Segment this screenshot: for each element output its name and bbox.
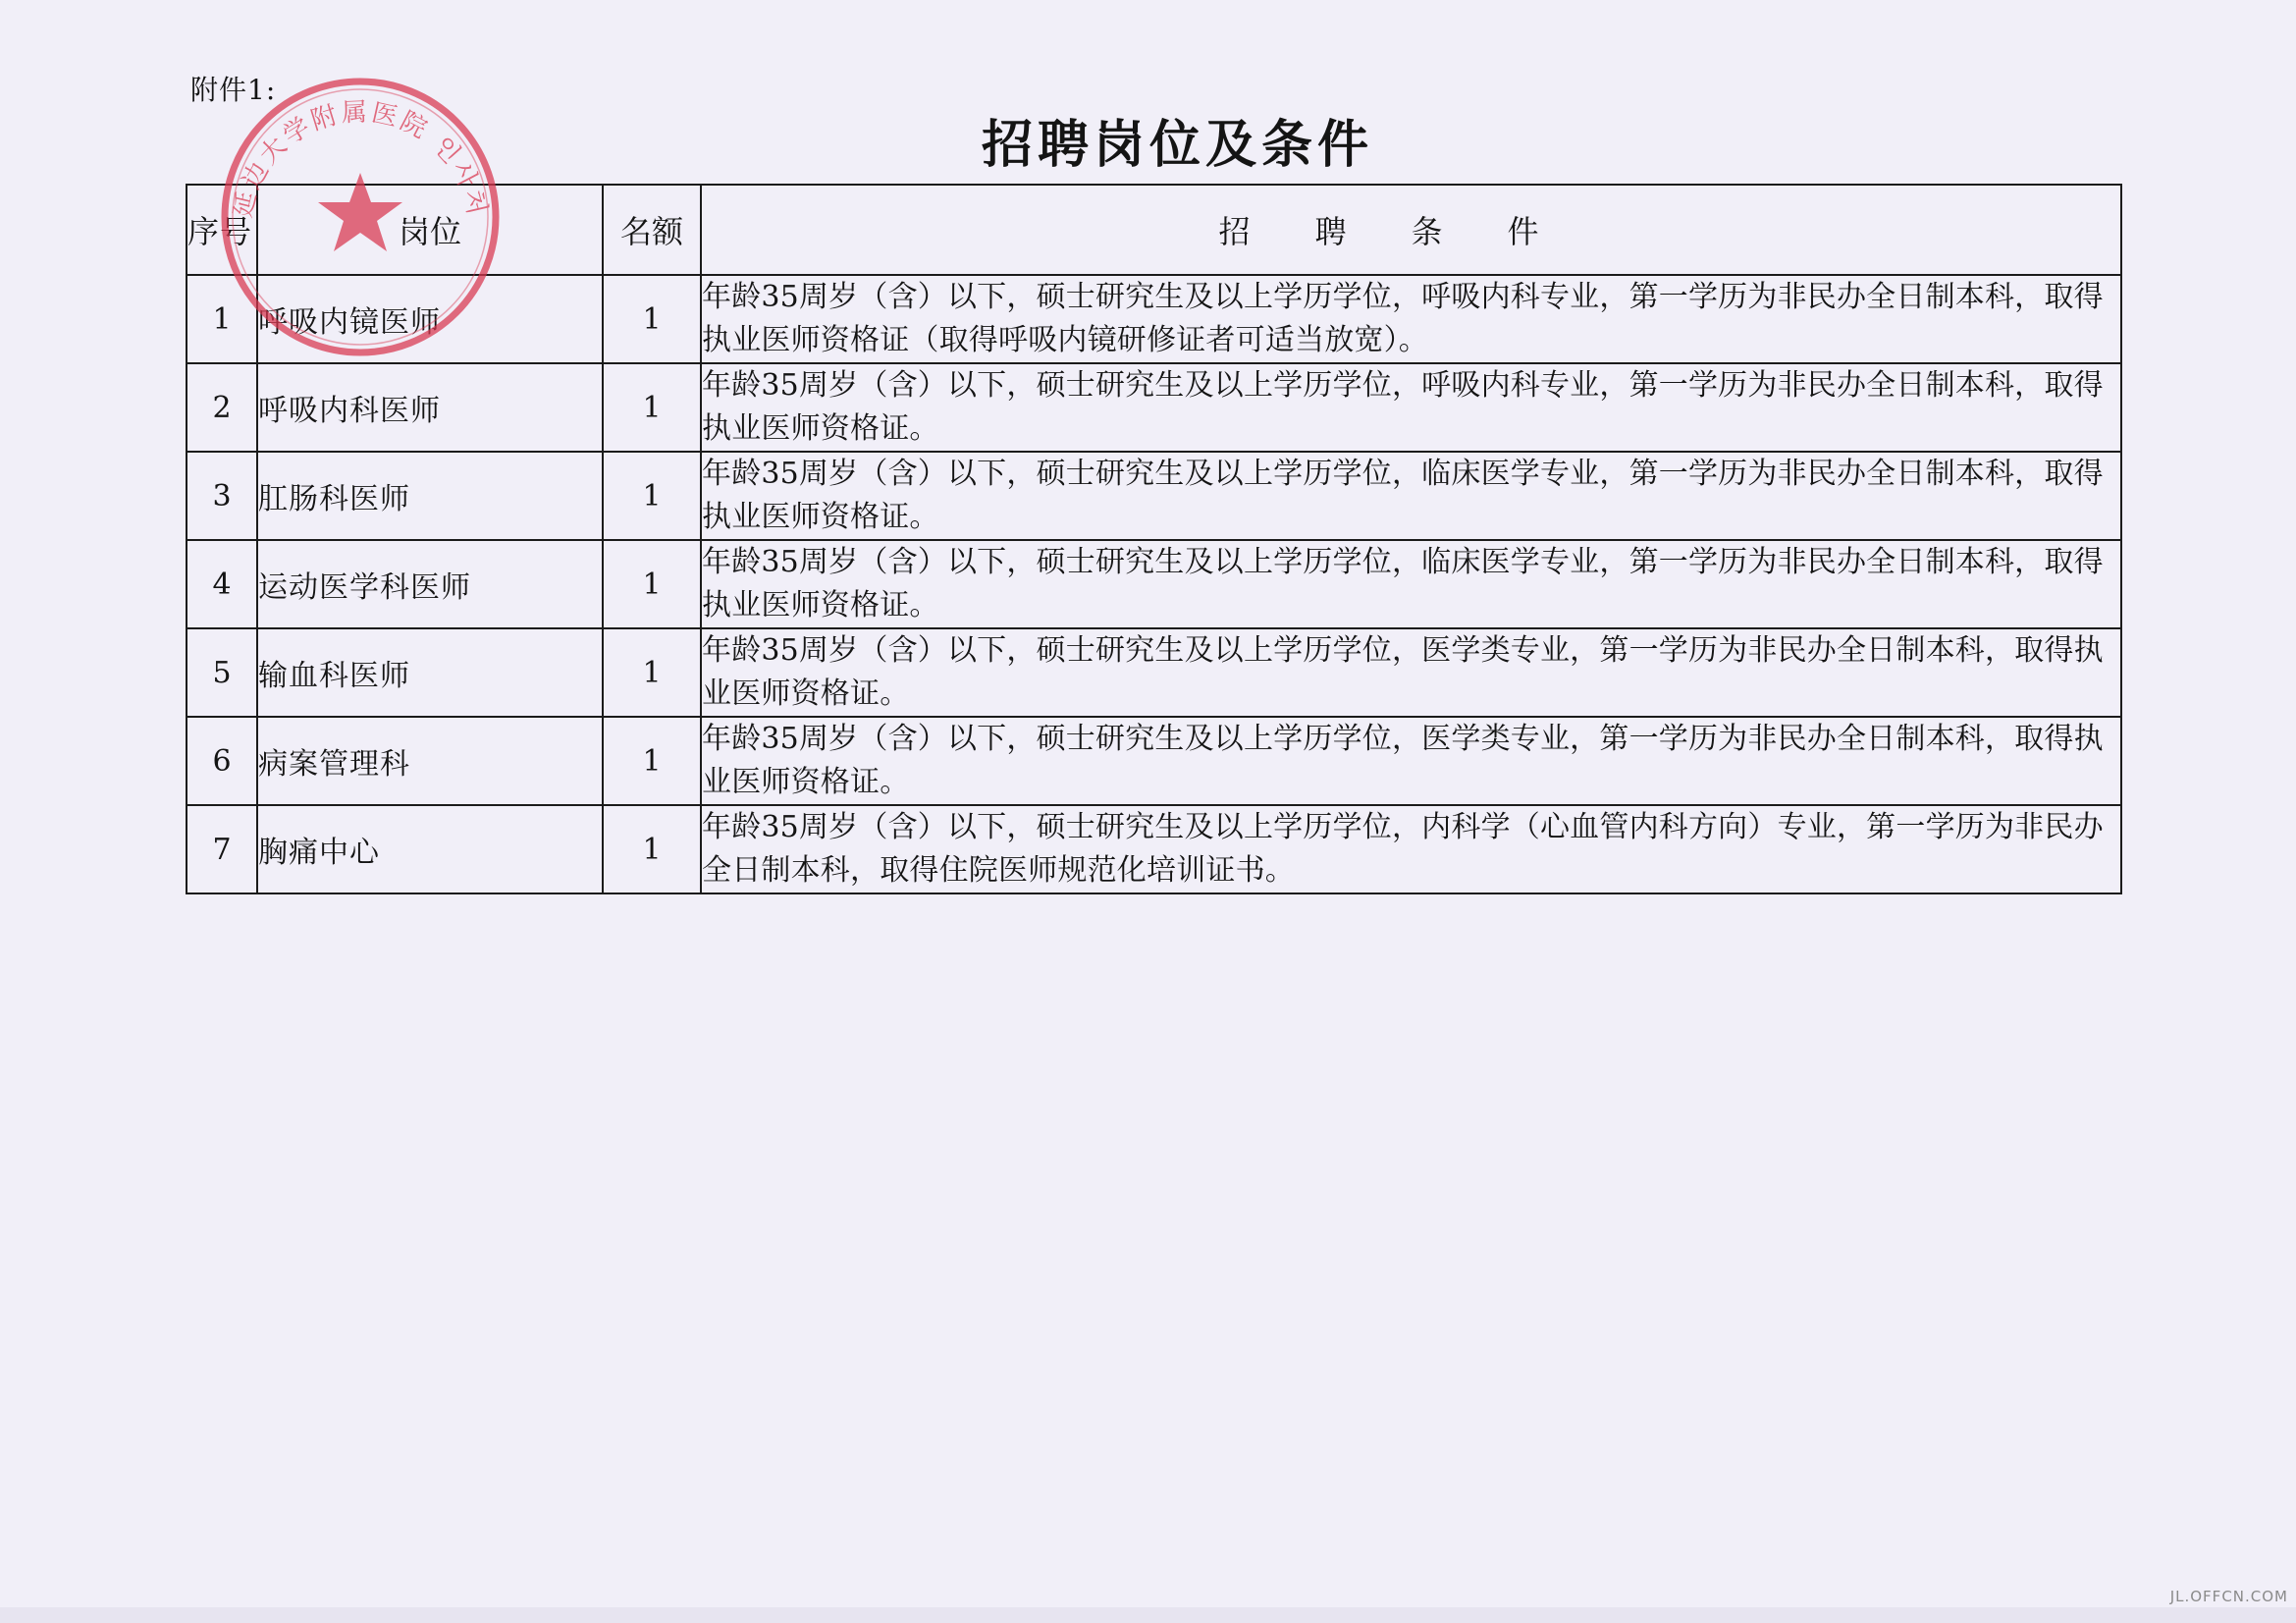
row-conditions: 年龄35周岁（含）以下，硕士研究生及以上学历学位，内科学（心血管内科方向）专业，第一学历为非民办全日制本科，取得住院医师规范化培训证书。 — [701, 805, 2121, 893]
row-post: 输血科医师 — [257, 628, 603, 717]
row-serial-number: 7 — [187, 805, 257, 893]
stamp-text: 延边大学附属医院 인사처 — [228, 97, 493, 221]
header-post: 岗位 — [257, 185, 603, 275]
header-quota: 名额 — [603, 185, 701, 275]
row-serial-number: 1 — [187, 275, 257, 363]
page-bottom-strip — [0, 1607, 2296, 1623]
row-post: 病案管理科 — [257, 717, 603, 805]
row-serial-number: 4 — [187, 540, 257, 628]
header-serial-number: 序号 — [187, 185, 257, 275]
table-row — [187, 540, 2121, 628]
official-seal-stamp — [208, 65, 512, 369]
row-quota: 1 — [603, 540, 701, 628]
row-post: 运动医学科医师 — [257, 540, 603, 628]
document-title: 招聘岗位及条件 — [981, 115, 1373, 175]
row-conditions: 年龄35周岁（含）以下，硕士研究生及以上学历学位，呼吸内科专业，第一学历为非民办全日制本科，取得执业医师资格证（取得呼吸内镜研修证者可适当放宽）。 — [701, 275, 2121, 363]
table-row — [187, 628, 2121, 717]
table-row — [187, 717, 2121, 805]
row-serial-number: 3 — [187, 452, 257, 540]
site-watermark: JL.OFFCN.COM — [2169, 1588, 2288, 1605]
row-serial-number: 2 — [187, 363, 257, 452]
row-conditions: 年龄35周岁（含）以下，硕士研究生及以上学历学位，医学类专业，第一学历为非民办全日制本科，取得执业医师资格证。 — [701, 628, 2121, 717]
row-conditions: 年龄35周岁（含）以下，硕士研究生及以上学历学位，临床医学专业，第一学历为非民办全日制本科，取得执业医师资格证。 — [701, 540, 2121, 628]
row-conditions: 年龄35周岁（含）以下，硕士研究生及以上学历学位，医学类专业，第一学历为非民办全日制本科，取得执业医师资格证。 — [701, 717, 2121, 805]
header-conditions: 招聘条件 — [701, 185, 2121, 275]
row-quota: 1 — [603, 452, 701, 540]
table-row — [187, 805, 2121, 893]
row-post: 肛肠科医师 — [257, 452, 603, 540]
row-quota: 1 — [603, 363, 701, 452]
row-quota: 1 — [603, 805, 701, 893]
row-post: 呼吸内镜医师 — [257, 275, 603, 363]
attachment-label: 附件1: — [190, 74, 277, 106]
row-serial-number: 5 — [187, 628, 257, 717]
row-serial-number: 6 — [187, 717, 257, 805]
row-conditions: 年龄35周岁（含）以下，硕士研究生及以上学历学位，呼吸内科专业，第一学历为非民办全日制本科，取得执业医师资格证。 — [701, 363, 2121, 452]
row-post: 呼吸内科医师 — [257, 363, 603, 452]
row-quota: 1 — [603, 628, 701, 717]
row-post: 胸痛中心 — [257, 805, 603, 893]
row-quota: 1 — [603, 275, 701, 363]
table-row — [187, 452, 2121, 540]
row-conditions: 年龄35周岁（含）以下，硕士研究生及以上学历学位，临床医学专业，第一学历为非民办全日制本科，取得执业医师资格证。 — [701, 452, 2121, 540]
table-row — [187, 363, 2121, 452]
row-quota: 1 — [603, 717, 701, 805]
